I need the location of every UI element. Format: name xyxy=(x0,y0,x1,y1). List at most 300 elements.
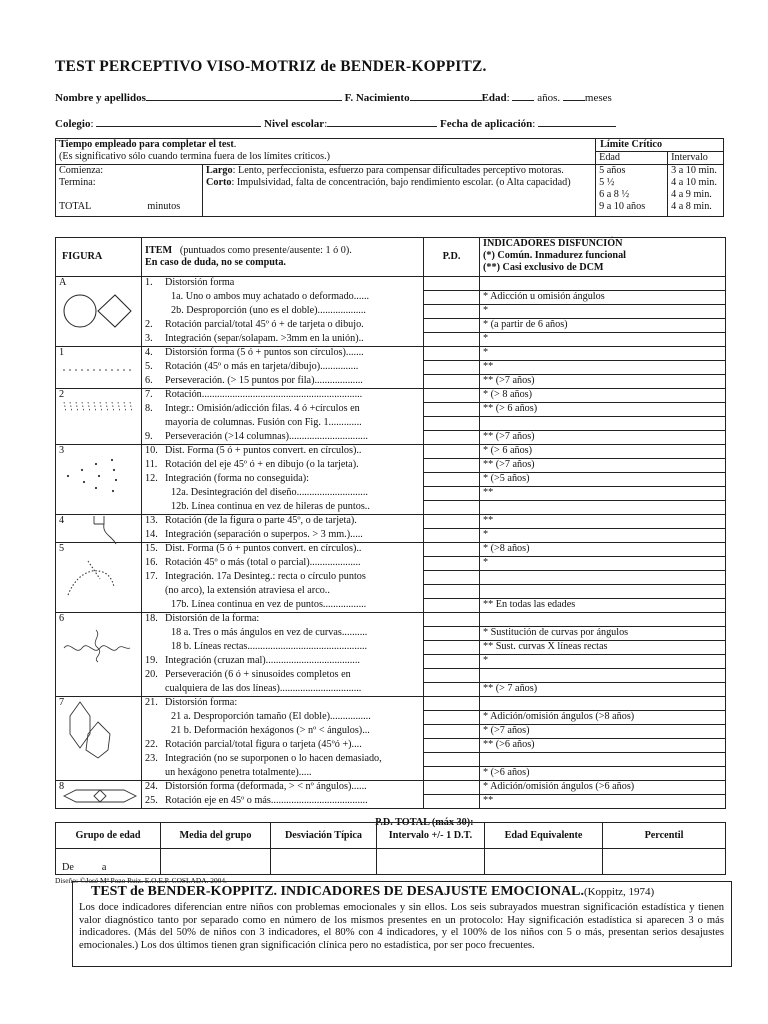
minutes-label: minutos xyxy=(147,201,181,212)
age-value: 5 ½ xyxy=(599,177,615,188)
item-text: Distorsión forma (deformada, > < nº ángulos)...... xyxy=(165,781,367,792)
item-number: 21. xyxy=(145,697,158,708)
item-number: 14. xyxy=(145,528,158,540)
item-text: 1a. Uno o ambos muy achatado o deformado...... xyxy=(171,290,370,302)
form-line-2: Colegio: Nivel escolar: Fecha de aplicación: xyxy=(55,116,616,130)
item-cell xyxy=(142,291,424,305)
indicator-cell xyxy=(480,739,726,753)
pd-score-cell[interactable] xyxy=(424,753,480,767)
item-cell xyxy=(142,571,424,585)
interval-col-header: Intervalo xyxy=(668,152,724,165)
emotional-title: TEST de BENDER-KOPPITZ. INDICADORES DE DESAJUSTE EMOCIONAL. xyxy=(91,884,584,899)
indicator-cell xyxy=(480,753,726,767)
figure-8-drawing xyxy=(62,788,140,804)
indicator-text: * (>7 años) xyxy=(483,725,530,736)
item-number: 8. xyxy=(145,402,153,414)
indicator-cell xyxy=(480,543,726,557)
pd-score-cell[interactable] xyxy=(424,291,480,305)
col-ind-b: (**) Casi exclusivo de DCM xyxy=(483,262,604,273)
pd-score-cell[interactable] xyxy=(424,585,480,599)
years-label: años. xyxy=(537,92,561,104)
page-title: TEST PERCEPTIVO VISO-MOTRIZ de BENDER-KOPPITZ. xyxy=(55,58,487,75)
item-cell xyxy=(142,501,424,515)
item-number: 1. xyxy=(145,277,153,288)
indicator-text: * (a partir de 6 años) xyxy=(483,319,568,330)
age-years-field[interactable] xyxy=(512,90,534,101)
item-text: Distorsión forma (5 ó + puntos son círculos)....... xyxy=(165,347,364,358)
item-cell xyxy=(142,781,424,795)
time-heading: Tiempo empleado para completar el test xyxy=(59,139,234,150)
item-cell xyxy=(142,333,424,347)
interval-value: 3 a 10 min. xyxy=(671,165,717,176)
figure-3-drawing xyxy=(62,458,132,498)
indicator-cell xyxy=(480,627,726,641)
item-text: 18 a. Tres o más ángulos en vez de curvas.......... xyxy=(171,626,368,638)
figure-5-drawing xyxy=(66,555,122,605)
col-item-cell xyxy=(142,238,424,277)
item-cell xyxy=(142,613,424,627)
item-number: 6. xyxy=(145,374,153,386)
pd-score-cell[interactable] xyxy=(424,473,480,487)
item-cell xyxy=(142,641,424,655)
col-figure: FIGURA xyxy=(56,238,142,277)
item-cell xyxy=(142,669,424,683)
pd-score-cell[interactable] xyxy=(424,697,480,711)
time-table xyxy=(55,138,724,217)
col-ind-a: (*) Común. Inmadurez funcional xyxy=(483,250,627,261)
a-label: a xyxy=(101,862,107,873)
pd-score-cell[interactable] xyxy=(424,739,480,753)
dob-field[interactable] xyxy=(410,90,482,101)
item-text: (no arco), la extensión atraviesa el arco.. xyxy=(165,584,330,596)
item-cell xyxy=(142,529,424,543)
short-text: : Impulsividad, falta de concentración, bajo rendimiento escolar. (o Alta capacidad) xyxy=(231,177,571,188)
pd-score-cell[interactable] xyxy=(424,767,480,781)
indicator-text: ** xyxy=(483,795,494,806)
item-cell xyxy=(142,305,424,319)
item-cell xyxy=(142,431,424,445)
item-text: Rotación............................................................... xyxy=(165,389,363,400)
std-dev-field[interactable] xyxy=(271,849,377,875)
pd-score-cell[interactable] xyxy=(424,725,480,739)
item-cell xyxy=(142,697,424,711)
item-cell xyxy=(142,711,424,725)
figure-4-drawing xyxy=(92,514,122,548)
indicator-cell xyxy=(480,781,726,795)
level-field[interactable] xyxy=(327,116,437,127)
indicator-cell xyxy=(480,585,726,599)
figure-cell xyxy=(56,389,142,445)
item-cell xyxy=(142,543,424,557)
pd-score-cell[interactable] xyxy=(424,711,480,725)
item-text: Perseveración (6 ó + sinusoides completos en xyxy=(165,668,351,680)
col-pd: P.D. xyxy=(424,238,480,277)
emotional-text: Los doce indicadores diferencian entre niños con problemas emocionales y sin ellos. Los seis subrayados muestran significación estadística y tienen valor diagnóstico tanto por separado como en número de los mismos presentes en un protocolo: Hay significación estadística si aparecen 3 o más indicadores. (Más del 50% de niños con 3 indicadores, el 80% con 4 indicadores, y el 100% de los niños con 5 o más, presentan serios desajustes emocionales.) Los dos últimos tienen gran significación clínica pero no estadística, por ser poco frecuentes. xyxy=(79,902,724,951)
school-label: Colegio xyxy=(55,118,91,130)
interval-value: 4 a 9 min. xyxy=(671,189,712,200)
item-cell xyxy=(142,683,424,697)
item-text: Rotación (de la figura o parte 45º, o de tarjeta). xyxy=(165,515,357,526)
equiv-age-field[interactable] xyxy=(485,849,603,875)
indicator-text: ** Sust. curvas X líneas rectas xyxy=(483,641,608,652)
pd-score-cell[interactable] xyxy=(424,613,480,627)
pd-score-cell[interactable] xyxy=(424,333,480,347)
item-cell xyxy=(142,277,424,291)
indicator-text: ** (>7 años) xyxy=(483,375,535,386)
indicator-text: * Adición/omisión ángulos (>6 años) xyxy=(483,781,635,792)
figure-6-drawing xyxy=(62,628,132,664)
results-table xyxy=(55,822,726,875)
item-text: Perseveración. (> 15 puntos por fila)................... xyxy=(165,374,363,386)
indicator-cell xyxy=(480,459,726,473)
item-number: 3. xyxy=(145,332,153,344)
item-text: cualquiera de las dos líneas)................................ xyxy=(165,682,362,694)
item-number: 16. xyxy=(145,556,158,568)
indicator-text: ** (> 7 años) xyxy=(483,683,538,694)
ages-cell xyxy=(596,165,668,217)
item-cell xyxy=(142,739,424,753)
figure-label: 2 xyxy=(59,389,65,400)
item-text: un hexágono penetra totalmente)..... xyxy=(165,766,312,778)
item-cell xyxy=(142,557,424,571)
dob-label: F. Nacimiento xyxy=(344,92,410,104)
indicator-cell xyxy=(480,431,726,445)
age-value: 6 a 8 ½ xyxy=(599,189,630,200)
figure-label: 3 xyxy=(59,445,65,456)
pd-score-cell[interactable] xyxy=(424,277,480,291)
item-number: 4. xyxy=(145,347,153,358)
figure-label: 6 xyxy=(59,613,65,624)
item-cell xyxy=(142,627,424,641)
pd-total-colon: : xyxy=(470,816,474,828)
item-cell xyxy=(142,389,424,403)
item-text: 21 a. Desproporción tamaño (El doble)................ xyxy=(171,710,371,722)
indicator-cell xyxy=(480,697,726,711)
pd-score-cell[interactable] xyxy=(424,781,480,795)
indicator-text: * xyxy=(483,655,489,666)
item-number: 18. xyxy=(145,613,158,624)
indicator-text: * xyxy=(483,333,489,344)
item-text: Integración (separ/solapam. >3mm en la unión).. xyxy=(165,332,364,344)
pd-score-cell[interactable] xyxy=(424,487,480,501)
indicator-cell xyxy=(480,403,726,417)
indicator-text: ** xyxy=(483,487,494,498)
age-value: 5 años xyxy=(599,165,626,176)
indicator-cell xyxy=(480,557,726,571)
indicator-cell xyxy=(480,641,726,655)
indicator-cell xyxy=(480,305,726,319)
indicator-cell xyxy=(480,501,726,515)
intervals-cell xyxy=(668,165,724,217)
indicator-cell xyxy=(480,711,726,725)
item-cell xyxy=(142,403,424,417)
items-table xyxy=(55,237,726,829)
item-text: Rotación del eje 45º ó + en dibujo (o la tarjeta). xyxy=(165,458,359,470)
item-cell xyxy=(142,795,424,809)
indicator-text: ** En todas las edades xyxy=(483,599,576,610)
indicator-cell xyxy=(480,571,726,585)
pd-score-cell[interactable] xyxy=(424,669,480,683)
col-item: ITEM xyxy=(145,245,173,256)
item-number: 10. xyxy=(145,445,158,456)
item-text: 17b. Línea continua en vez de puntos................. xyxy=(171,598,367,610)
item-cell xyxy=(142,753,424,767)
results-header: Edad Equivalente xyxy=(485,823,603,849)
pd-score-cell[interactable] xyxy=(424,305,480,319)
name-field[interactable] xyxy=(146,90,342,101)
item-text: Integración (cruzan mal)..................................... xyxy=(165,654,360,666)
age-group-field[interactable] xyxy=(56,849,161,875)
pd-score-cell[interactable] xyxy=(424,347,480,361)
pd-score-cell[interactable] xyxy=(424,795,480,809)
col-item-note2: En caso de duda, no se computa. xyxy=(145,257,286,268)
pd-score-cell[interactable] xyxy=(424,543,480,557)
indicator-text: * (> 8 años) xyxy=(483,389,533,400)
long-label: Largo xyxy=(206,165,233,176)
pd-score-cell[interactable] xyxy=(424,389,480,403)
item-text: Dist. Forma (5 ó + puntos convert. en círculos).. xyxy=(165,445,362,456)
date-field[interactable] xyxy=(538,116,616,127)
school-field[interactable] xyxy=(96,116,261,127)
item-text: mayoría de columnas. Fusión con Fig. 1............. xyxy=(165,416,362,428)
credit: Diseño: ©José Mª Pozo Ruiz. E.O.E.P. COSLADA. 2004. xyxy=(55,876,227,885)
item-text: Integración (no se suporponen o lo hacen demasiado, xyxy=(165,752,382,764)
item-cell xyxy=(142,655,424,669)
figure-label: A xyxy=(59,277,67,288)
item-cell xyxy=(142,725,424,739)
figure-label: 8 xyxy=(59,781,65,792)
indicator-text: * (>6 años) xyxy=(483,767,530,778)
item-text: Rotación parcial/total 45º ó + de tarjeta o dibujo. xyxy=(165,318,364,330)
indicator-text: * xyxy=(483,529,489,540)
pd-score-cell[interactable] xyxy=(424,403,480,417)
indicator-cell xyxy=(480,613,726,627)
pd-score-cell[interactable] xyxy=(424,417,480,431)
emotional-box xyxy=(72,881,732,967)
emotional-cite: (Koppitz, 1974) xyxy=(583,886,655,898)
pd-score-cell[interactable] xyxy=(424,557,480,571)
indicator-cell xyxy=(480,389,726,403)
interval-field[interactable] xyxy=(377,849,485,875)
indicator-cell xyxy=(480,795,726,809)
pd-score-cell[interactable] xyxy=(424,431,480,445)
item-text: Distorsión de la forma: xyxy=(165,613,260,624)
item-number: 2. xyxy=(145,318,153,330)
figure-1-drawing xyxy=(62,366,134,374)
indicator-cell xyxy=(480,683,726,697)
figure-2-drawing xyxy=(62,400,134,416)
item-text: Rotación 45º o más (total o parcial).................... xyxy=(165,556,361,568)
item-text: Integr.: Omisión/adicción filas. 4 ó +círculos en xyxy=(165,402,360,414)
pd-score-cell[interactable] xyxy=(424,529,480,543)
short-label: Corto xyxy=(206,177,232,188)
indicator-text: * xyxy=(483,557,489,568)
indicator-text: * (>5 años) xyxy=(483,473,530,484)
pd-score-cell[interactable] xyxy=(424,599,480,613)
results-header: Desviación Típica xyxy=(271,823,377,849)
results-header: Percentil xyxy=(603,823,726,849)
item-cell xyxy=(142,375,424,389)
item-number: 19. xyxy=(145,654,158,666)
col-item-note: (puntuados como presente/ausente: 1 ó 0). xyxy=(179,245,352,256)
de-label: De xyxy=(62,862,74,873)
item-number: 9. xyxy=(145,430,153,442)
time-fields-cell[interactable] xyxy=(56,165,203,217)
col-ind-cell xyxy=(480,238,726,277)
item-cell xyxy=(142,417,424,431)
pd-total-label: P.D. TOTAL (máx 30) xyxy=(375,816,471,828)
date-label: Fecha de aplicación xyxy=(440,118,533,130)
limit-title: Límite Crítico xyxy=(596,139,724,152)
indicator-cell xyxy=(480,277,726,291)
stray-mark: _ xyxy=(55,131,60,142)
item-number: 13. xyxy=(145,515,158,526)
indicator-cell xyxy=(480,361,726,375)
indicator-cell xyxy=(480,291,726,305)
item-cell xyxy=(142,515,424,529)
item-text: 12b. Línea continua en vez de hileras de puntos.. xyxy=(171,500,370,512)
indicator-text: ** (> 6 años) xyxy=(483,403,538,414)
item-text: 18 b. Líneas rectas............................................... xyxy=(171,640,368,652)
item-cell xyxy=(142,319,424,333)
item-cell xyxy=(142,361,424,375)
item-cell xyxy=(142,599,424,613)
indicator-text: * Adicción u omisión ángulos xyxy=(483,291,605,302)
item-text: Dist. Forma (5 ó + puntos convert. en círculos).. xyxy=(165,543,362,554)
figure-label: 4 xyxy=(59,515,65,526)
pd-score-cell[interactable] xyxy=(424,319,480,333)
indicator-text: ** xyxy=(483,361,494,372)
indicator-cell xyxy=(480,487,726,501)
total-label: TOTAL xyxy=(59,201,92,212)
item-text: Distorsión forma xyxy=(165,277,235,288)
age-months-field[interactable] xyxy=(563,90,585,101)
indicator-cell xyxy=(480,417,726,431)
item-cell xyxy=(142,445,424,459)
item-text: Distorsión forma: xyxy=(165,697,238,708)
indicator-text: ** xyxy=(483,515,494,526)
item-number: 17. xyxy=(145,570,158,582)
figure-label: 7 xyxy=(59,697,65,708)
time-legend-cell xyxy=(203,165,596,217)
item-cell xyxy=(142,347,424,361)
item-text: 12a. Desintegración del diseño............................ xyxy=(171,486,368,498)
start-label: Comienza: xyxy=(59,165,104,176)
pd-score-cell[interactable] xyxy=(424,515,480,529)
emotional-title-wrap xyxy=(91,884,654,900)
item-number: 11. xyxy=(145,458,158,470)
item-text: Rotación parcial/total figura o tarjeta (45ºó +).... xyxy=(165,738,362,750)
long-text: : Lento, perfeccionista, esfuerzo para compensar dificultades perceptivo motoras. xyxy=(232,165,564,176)
group-mean-field[interactable] xyxy=(161,849,271,875)
form-line-1: Nombre y apellidos F. Nacimiento Edad: años. meses xyxy=(55,92,612,104)
pd-score-cell[interactable] xyxy=(424,655,480,669)
item-number: 23. xyxy=(145,752,158,764)
indicator-cell xyxy=(480,599,726,613)
age-value: 9 a 10 años xyxy=(599,201,646,212)
item-text: Rotación eje en 45º o más...................................... xyxy=(165,794,368,806)
indicator-cell xyxy=(480,445,726,459)
indicator-cell xyxy=(480,473,726,487)
pd-score-cell[interactable] xyxy=(424,459,480,473)
item-number: 22. xyxy=(145,738,158,750)
pd-score-cell[interactable] xyxy=(424,375,480,389)
results-header: Grupo de edad xyxy=(56,823,161,849)
pd-score-cell[interactable] xyxy=(424,361,480,375)
item-number: 24. xyxy=(145,781,158,792)
item-text: Rotación (45º o más en tarjeta/dibujo)............... xyxy=(165,360,359,372)
item-cell xyxy=(142,473,424,487)
item-number: 25. xyxy=(145,794,158,806)
indicator-cell xyxy=(480,515,726,529)
pd-score-cell[interactable] xyxy=(424,683,480,697)
item-number: 7. xyxy=(145,389,153,400)
pd-score-cell[interactable] xyxy=(424,641,480,655)
indicator-text: ** (>7 años) xyxy=(483,459,535,470)
item-text: Perseveración (>14 columnas)............................... xyxy=(165,430,368,442)
item-number: 5. xyxy=(145,360,153,372)
item-number: 15. xyxy=(145,543,158,554)
indicator-cell xyxy=(480,333,726,347)
pd-score-cell[interactable] xyxy=(424,571,480,585)
age-col-header: Edad xyxy=(596,152,668,165)
time-note: (Es significativo sólo cuando termina fuera de los límites críticos.) xyxy=(59,151,331,162)
item-cell xyxy=(142,459,424,473)
indicator-text: * xyxy=(483,347,489,358)
item-cell xyxy=(142,767,424,781)
item-text: Integración (separación o superpos. > 3 mm.)..... xyxy=(165,528,363,540)
indicator-cell xyxy=(480,725,726,739)
indicator-text: * (> 6 años) xyxy=(483,445,533,456)
indicator-text: ** (>7 años) xyxy=(483,431,535,442)
indicator-text: * Sustitución de curvas por ángulos xyxy=(483,627,629,638)
indicator-cell xyxy=(480,375,726,389)
item-text: 21 b. Deformación hexágonos (> nº < ángulos)... xyxy=(171,724,370,736)
indicator-cell xyxy=(480,347,726,361)
indicator-cell xyxy=(480,767,726,781)
indicator-text: * xyxy=(483,305,489,316)
item-number: 12. xyxy=(145,472,158,484)
item-text: Integración (forma no conseguida): xyxy=(165,472,309,484)
figure-7-drawing xyxy=(62,700,116,762)
indicator-text: ** (>6 años) xyxy=(483,739,535,750)
results-header: Intervalo +/- 1 D.T. xyxy=(377,823,485,849)
name-label: Nombre y apellidos xyxy=(55,92,146,104)
months-label: meses xyxy=(584,92,612,104)
time-heading-cell: Tiempo empleado para completar el test. (Es significativo sólo cuando termina fuera de los límites críticos.) xyxy=(56,139,596,165)
indicator-text: * (>8 años) xyxy=(483,543,530,554)
percentile-field[interactable] xyxy=(603,849,726,875)
indicator-cell xyxy=(480,529,726,543)
item-cell xyxy=(142,585,424,599)
pd-score-cell[interactable] xyxy=(424,627,480,641)
age-label: Edad xyxy=(481,92,507,104)
figure-label: 1 xyxy=(59,347,65,358)
item-text: Integración. 17a Desinteg.: recta o círculo puntos xyxy=(165,570,366,582)
figure-a-drawing xyxy=(58,285,138,345)
level-label: Nivel escolar xyxy=(264,118,325,130)
pd-score-cell[interactable] xyxy=(424,501,480,515)
end-label: Termina: xyxy=(59,177,96,188)
pd-score-cell[interactable] xyxy=(424,445,480,459)
figure-label: 5 xyxy=(59,543,65,554)
interval-value: 4 a 8 min. xyxy=(671,201,712,212)
interval-value: 4 a 10 min. xyxy=(671,177,717,188)
indicator-cell xyxy=(480,669,726,683)
indicator-cell xyxy=(480,319,726,333)
indicator-text: * Adición/omisión ángulos (>8 años) xyxy=(483,711,635,722)
indicator-cell xyxy=(480,655,726,669)
